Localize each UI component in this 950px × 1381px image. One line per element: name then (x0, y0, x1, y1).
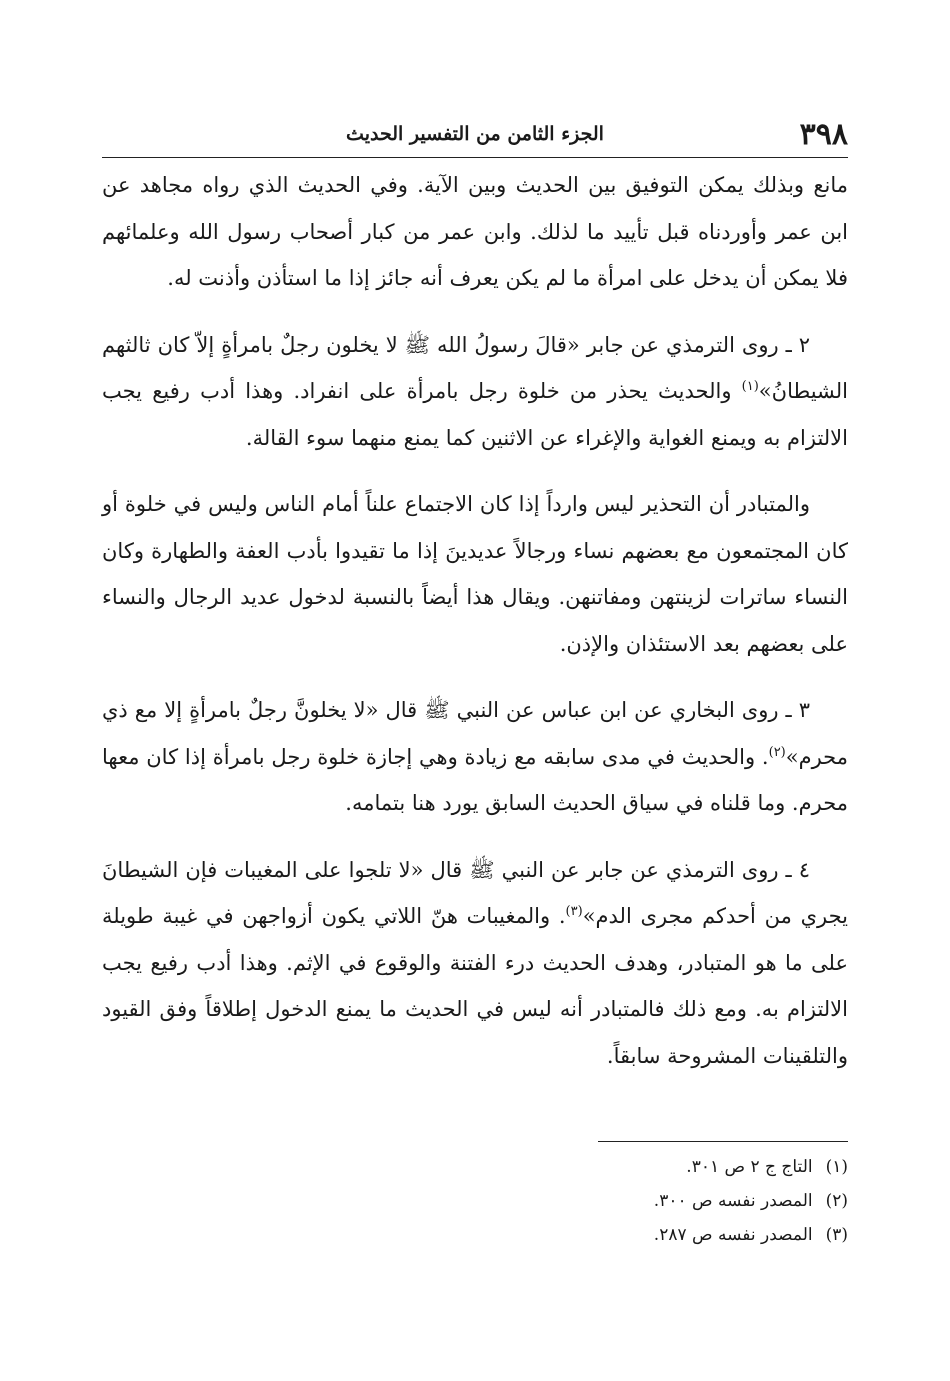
paragraph-3: والمتبادر أن التحذير ليس وارداً إذا كان الاجتماع علناً أمام الناس وليس في خلوة أو كان المجتمعون مع بعضهم نساء ورجالاً عديدينَ إذا ما تقيدوا بأدب العفة والطهارة وكان النساء ساترات لزينتهن ومفاتنهن. ويقال هذا أيضاً بالنسبة لدخول عديد الرجال والنساء على بعضهم بعد الاستئذان والإذن. (102, 492, 848, 656)
header-divider (102, 157, 848, 158)
footnote-text: المصدر نفسه ص ٣٠٠. (653, 1191, 813, 1211)
footnote-ref-2: (٢) (768, 744, 786, 760)
paragraph-5-text-cont: . والمغيبات هنّ اللاتي يكون أزواجهن في غيبة طويلة على ما هو المتبادر، وهدف الحديث درء الفتنة والوقوع في الإثم. وهذا أدب رفيع يجب الالتزام به. ومع ذلك فالمتبادر أنه ليس في الحديث ما يمنع الدخول إطلاقاً وفق القيود والتلقينات المشروحة سابقاً. (102, 904, 848, 1068)
footnote-ref-3: (٣) (565, 904, 583, 919)
footnote-number: (١) (825, 1157, 848, 1177)
footnote-text: المصدر نفسه ص ٢٨٧. (653, 1225, 813, 1245)
footnote-number: (٢) (825, 1191, 848, 1211)
paragraph-4-text-cont: . والحديث في مدى سابقه مع زيادة وهي إجازة خلوة رجل بامرأة إذا كان معها محرم. وما قلناه في سياق الحديث السابق يورد هنا بتمامه. (102, 744, 848, 815)
running-title: الجزء الثامن من التفسير الحديث (346, 123, 604, 145)
footnote-number: (٣) (825, 1225, 848, 1245)
paragraph-5 (102, 847, 848, 1080)
footnote-1 (102, 1150, 848, 1184)
footnote-text: التاج ج ٢ ص ٣٠١. (686, 1157, 813, 1177)
paragraph-5-text: ٤ ـ روى الترمذي عن جابر عن النبي ﷺ قال «لا تلجوا على المغيبات فإن الشيطانَ يجري من أحدكم مجرى الدم» (102, 857, 849, 928)
paragraph-4 (102, 687, 848, 827)
footnotes (102, 1150, 848, 1252)
body-text (102, 162, 848, 1099)
paragraph-2-text-cont: والحديث يحذر من خلوة رجل بامرأة على انفراد. وهذا أدب رفيع يجب الالتزام به ويمنع الغواية والإغراء عن الاثنين كما يمنع منهما سوء القالة. (102, 379, 848, 450)
footnote-3 (102, 1218, 848, 1252)
footnote-divider (598, 1141, 848, 1142)
paragraph-2 (102, 322, 848, 462)
page-header (102, 112, 848, 158)
paragraph-4-text: ٣ ـ روى البخاري عن ابن عباس عن النبي ﷺ قال «لا يخلونَّ رجلٌ بامرأةٍ إلا مع ذي محرم» (102, 698, 848, 769)
footnote-ref-1: (١) (741, 379, 759, 394)
page-number: ٣٩٨ (799, 117, 848, 152)
footnote-2 (102, 1184, 848, 1218)
paragraph-2-text: ٢ ـ روى الترمذي عن جابر «قالَ رسولُ الله ﷺ لا يخلون رجلٌ بامرأةٍ إلاّ كان ثالثهم الشيطانُ» (102, 332, 848, 403)
paragraph-1: مانع وبذلك يمكن التوفيق بين الحديث وبين الآية. وفي الحديث الذي رواه مجاهد عن ابن عمر وأوردناه قبل تأييد ما لذلك. وابن عمر من كبار أصحاب رسول الله وعلمائهم فلا يمكن أن يدخل على امرأة ما لم يكن يعرف أنه جائز إذا ما استأذن وأذنت له. (102, 173, 849, 290)
